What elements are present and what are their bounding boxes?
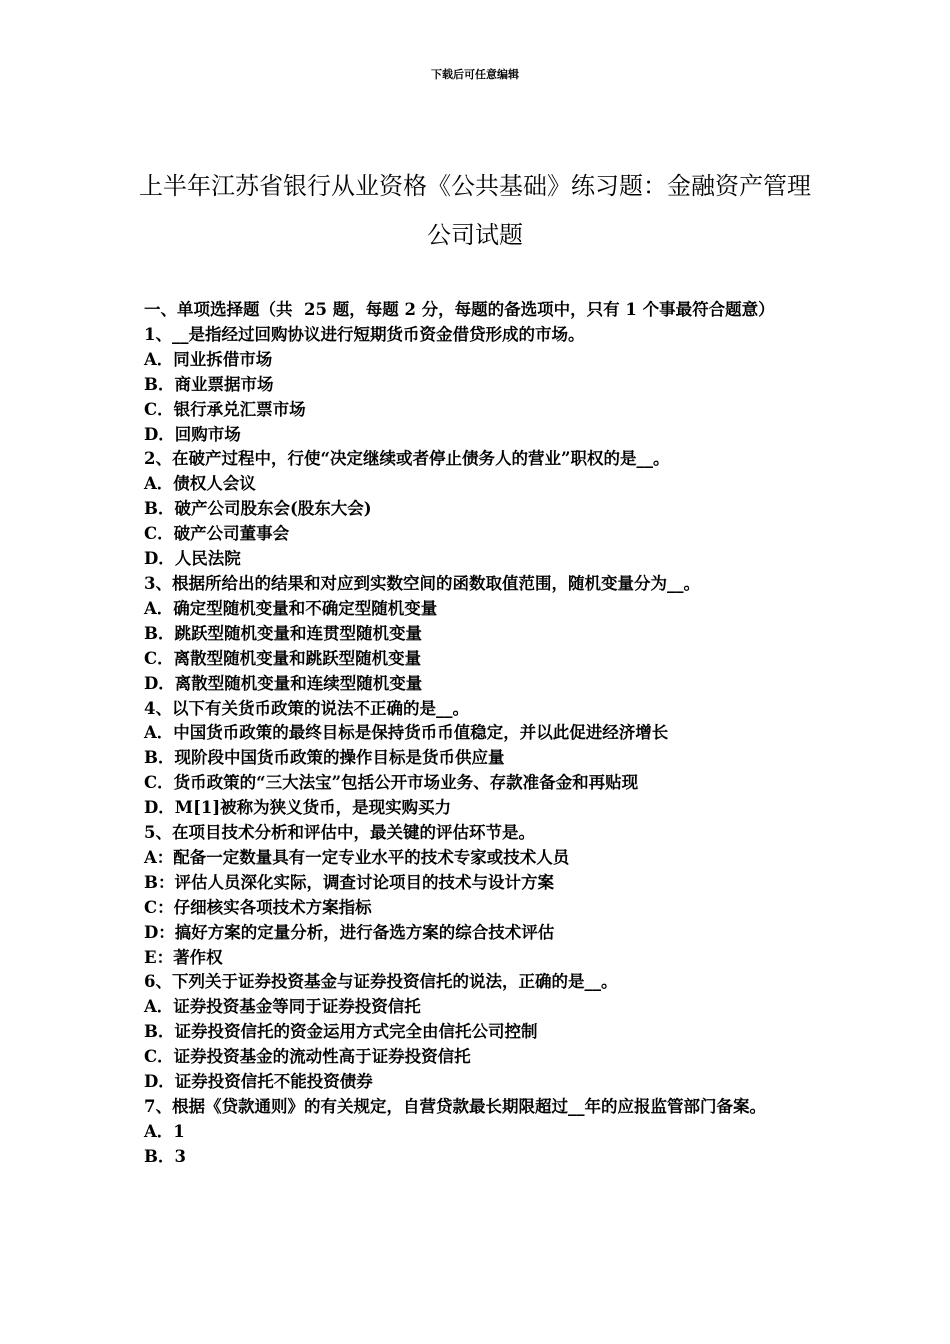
question-stem: 4、以下有关货币政策的说法不正确的是__。	[144, 698, 469, 718]
question-stem: 6、下列关于证券投资基金与证券投资信托的说法，正确的是__。	[144, 972, 618, 992]
option-a: A．确定型随机变量和不确定型随机变量	[144, 598, 438, 618]
option-a: A．中国货币政策的最终目标是保持货币币值稳定，并以此促进经济增长	[144, 723, 669, 743]
question-7	[144, 1095, 812, 1170]
option-e: E：著作权	[144, 947, 223, 967]
option-d: D．回购市场	[144, 424, 241, 444]
option-c: C．离散型随机变量和跳跃型随机变量	[144, 648, 422, 668]
option-c: C：仔细核实各项技术方案指标	[144, 897, 372, 917]
question-stem: 1、__是指经过回购协议进行短期货币资金借贷形成的市场。	[144, 324, 585, 344]
option-b: B：评估人员深化实际，调查讨论项目的技术与设计方案	[144, 872, 554, 892]
question-5	[144, 821, 812, 970]
option-a: A．证券投资基金等同于证券投资信托	[144, 997, 421, 1017]
option-b: B．跳跃型随机变量和连贯型随机变量	[144, 623, 422, 643]
option-c: C．银行承兑汇票市场	[144, 399, 306, 419]
option-b: B．证券投资信托的资金运用方式完全由信托公司控制	[144, 1022, 538, 1042]
document-title: 上半年江苏省银行从业资格《公共基础》练习题：金融资产管理公司试题	[139, 172, 811, 250]
question-stem: 2、在破产过程中，行使“决定继续或者停止债务人的营业”职权的是__。	[144, 449, 670, 469]
option-d: D．人民法院	[144, 549, 241, 569]
question-4	[144, 697, 812, 822]
question-2	[144, 447, 812, 572]
option-a: A：配备一定数量具有一定专业水平的技术专家或技术人员	[144, 847, 570, 867]
option-a: A．同业拆借市场	[144, 349, 273, 369]
option-a: A．1	[144, 1121, 185, 1141]
question-stem: 3、根据所给出的结果和对应到实数空间的函数取值范围，随机变量分为__。	[144, 573, 700, 593]
document-body	[144, 298, 812, 1170]
option-d: D．证券投资信托不能投资债券	[144, 1072, 373, 1092]
option-b: B．现阶段中国货币政策的操作目标是货币供应量	[144, 748, 505, 768]
option-d: D．离散型随机变量和连续型随机变量	[144, 673, 423, 693]
question-1	[144, 323, 812, 448]
option-a: A．债权人会议	[144, 474, 256, 494]
option-c: C．证券投资基金的流动性高于证券投资信托	[144, 1047, 471, 1067]
option-b: B．破产公司股东会(股东大会)	[144, 499, 372, 519]
question-stem: 7、根据《贷款通则》的有关规定，自营贷款最长期限超过__年的应报监管部门备案。	[144, 1097, 766, 1116]
question-stem: 5、在项目技术分析和评估中，最关键的评估环节是。	[144, 823, 535, 843]
option-b: B．商业票据市场	[144, 374, 274, 394]
section-heading: 一、单项选择题（共 25 题，每题 2 分，每题的备选项中，只有 1 个事最符合题意）	[144, 300, 775, 319]
option-d: D：搞好方案的定量分析，进行备选方案的综合技术评估	[144, 922, 555, 942]
option-c: C．货币政策的“三大法宝”包括公开市场业务、存款准备金和再贴现	[144, 773, 639, 793]
option-c: C．破产公司董事会	[144, 524, 290, 544]
question-3	[144, 572, 812, 697]
option-d: D．M[1]被称为狭义货币，是现实购买力	[144, 798, 452, 818]
question-6	[144, 970, 812, 1095]
header-note: 下载后可任意编辑	[431, 68, 519, 81]
option-b: B．3	[144, 1146, 186, 1166]
